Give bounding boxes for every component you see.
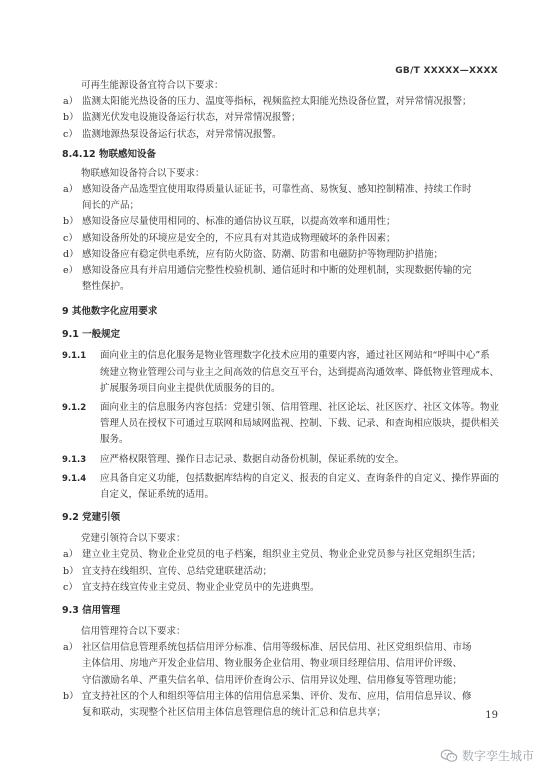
list-item-line: 复和联动，实现整个社区信用主体信息管理信息的统计汇总和信息共享； <box>82 707 387 719</box>
list-item-text: 监测地源热泵设备运行状态，对异常情况报警。 <box>82 128 282 140</box>
list-item-line: 社区信用信息管理系统包括信用评分标准、信用等级标准、居民信用、社区党组织信用、市场 <box>82 642 472 654</box>
clause <box>62 400 504 449</box>
list-item <box>62 263 504 295</box>
section-heading-8-4-12: 8.4.12 物联感知设备 <box>62 148 156 160</box>
list-marker: a） <box>63 642 79 654</box>
list-marker: c） <box>63 581 78 593</box>
list-marker: b） <box>63 690 79 702</box>
clause-line: 扩展服务项目向业主提供优质服务的目的。 <box>100 382 281 394</box>
clause-number: 9.1.3 <box>62 454 87 465</box>
list-marker: e） <box>63 265 79 277</box>
clause-number: 9.1.2 <box>62 403 87 414</box>
list-item-line: 感知设备应具有并启用通信完整性校验机制、通信延时和中断的处理机制，实现数据传输的完 <box>82 265 472 277</box>
list-marker: a） <box>63 184 79 196</box>
clause-line: 应具备自定义功能，包括数据库结构的自定义、报表的自定义、查询条件的自定义、操作界面的 <box>100 472 500 484</box>
list-item <box>62 214 504 230</box>
list-item-line: 建立业主党员、物业企业党员的电子档案，组织业主党员、物业企业党员参与社区党组织生活； <box>82 549 482 561</box>
list-marker: b） <box>63 216 79 228</box>
list-item-text: 监测光伏发电设施设备运行状态，对异常情况报警； <box>82 112 301 124</box>
clause-line: 服务。 <box>100 434 129 446</box>
list-item <box>62 547 504 563</box>
list-item <box>62 564 504 580</box>
section-heading-9-1: 9.1 一般规定 <box>62 329 121 341</box>
document-body <box>62 78 504 721</box>
list-item-line: 整性保护。 <box>82 281 130 293</box>
clause <box>62 452 504 468</box>
list-item <box>62 689 504 721</box>
list-item <box>62 94 504 110</box>
iot-lead: 物联感知设备符合以下要求： <box>81 167 205 179</box>
clause <box>62 348 504 397</box>
clause-line: 自定义，保证系统的适用。 <box>100 489 215 501</box>
section-heading-9-2: 9.2 党建引领 <box>62 512 121 524</box>
clause-number: 9.1.4 <box>62 473 87 484</box>
list-item-line: 主体信用、房地产开发企业信用、物业服务企业信用、物业项目经理信用、信用评价评级、 <box>82 658 463 670</box>
clause-line: 面向业主的信息化服务是物业管理数字化技术应用的重要内容，通过社区网站和“呼叫中心”系 <box>100 350 490 362</box>
list-item-line: 宜支持在线组织、宣传、总结党建联建活动； <box>82 565 273 577</box>
clause-line: 统建立物业管理公司与业主之间高效的信息交互平台，达到提高沟通效率、降低物业管理成本、 <box>100 366 500 378</box>
section-heading-9-3: 9.3 信用管理 <box>62 605 121 617</box>
list-marker: d） <box>63 248 79 260</box>
clause <box>62 471 504 503</box>
standard-code: GB/T XXXXX—XXXX <box>395 66 498 76</box>
list-marker: a） <box>63 549 79 561</box>
list-marker: c） <box>63 232 78 244</box>
list-item-line: 感知设备应有稳定供电系统，应有防火防盗、防潮、防雷和电磁防护等物理防护措施； <box>82 248 444 260</box>
list-item <box>62 640 504 689</box>
party-lead: 党建引领符合以下要求： <box>81 533 186 545</box>
watermark-text: 数字孪生城市 <box>461 749 534 763</box>
list-item <box>62 182 504 214</box>
renewable-lead: 可再生能源设备宜符合以下要求： <box>81 80 224 91</box>
list-item <box>62 231 504 247</box>
list-marker: b） <box>63 112 79 124</box>
list-item-line: 间长的产品； <box>82 200 140 212</box>
list-item-line: 宜支持社区的个人和组织等信用主体的信用信息采集、评价、发布、应用，信用信息异议、修 <box>82 690 472 702</box>
clause-line: 应严格权限管理、操作日志记录、数据自动备份机制，保证系统的安全。 <box>100 453 405 465</box>
credit-lead: 信用管理符合以下要求： <box>81 626 186 638</box>
list-item-line: 感知设备应尽量使用相同的、标准的通信协议互联，以提高效率和通用性； <box>82 216 396 228</box>
list-item <box>62 247 504 263</box>
list-item <box>62 127 504 143</box>
clause-line: 管理人员在授权下可通过互联网和局域网监视、控制、下载、记录、和查询相应版块，提供相关 <box>100 418 500 430</box>
list-item-text: 监测太阳能光热设备的压力、温度等指标，视频监控太阳能光热设备位置，对异常情况报警； <box>82 96 472 108</box>
list-item <box>62 110 504 126</box>
list-marker: a） <box>63 96 79 108</box>
list-marker: c） <box>63 128 78 140</box>
list-item-line: 感知设备产品选型宜使用取得质量认证证书，可靠性高、易恢复、感知控制精准、持续工作时 <box>82 184 472 196</box>
list-item <box>62 580 504 596</box>
watermark <box>440 747 534 764</box>
list-marker: b） <box>63 565 79 577</box>
clause-number: 9.1.1 <box>62 351 87 362</box>
clause-line: 面向业主的信息服务内容包括：党建引领、信用管理、社区论坛、社区医疗、社区文体等。物业 <box>100 402 500 414</box>
list-item-line: 守信激励名单、严重失信名单、信用评价查询公示、信用异议处理、信用修复等管理功能； <box>82 674 463 686</box>
page-number: 19 <box>485 710 498 721</box>
wechat-icon <box>440 749 458 763</box>
list-item-line: 感知设备所处的环境应是安全的，不应具有对其造成物理破坏的条件因素； <box>82 232 396 244</box>
list-item-line: 宜支持在线宣传业主党员、物业企业党员中的先进典型。 <box>82 581 320 593</box>
section-heading-9: 9 其他数字化应用要求 <box>62 306 158 318</box>
